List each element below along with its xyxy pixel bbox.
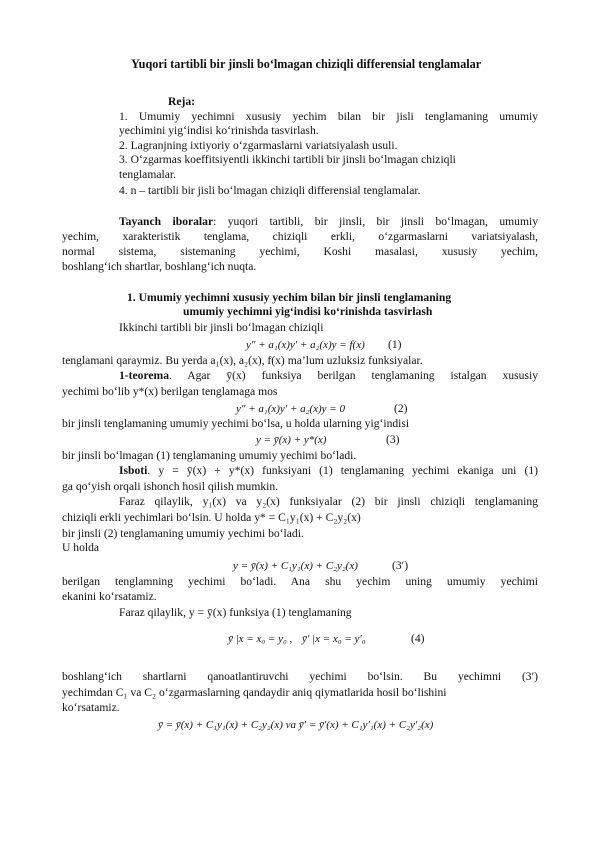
- faraz-line-2: chiziqli erkli yechimlari bo‘lsin. U holda y* = C₁y₁(x) + C₂y₂(x): [62, 511, 361, 524]
- intro-text: Ikkinchi tartibli bir jinsli bo‘lmagan chiziqli: [119, 321, 324, 334]
- isbot-line-1: Isboti. y = ȳ(x) + y*(x) funksiyani (1) tenglamaning yechimi ekaniga uni (1): [119, 464, 538, 477]
- uholda-text: U holda: [62, 541, 100, 554]
- paragraph-line: berilgan tenglamning yechimi bo‘ladi. Ana shu yechim uning umumiy yechimi: [62, 575, 538, 588]
- paragraph-line: bir jinsli bo‘lmagan (1) tenglamaning umumiy yechimi bo‘ladi.: [62, 449, 357, 462]
- paragraph-line: tenglamani qaraymiz. Bu yerda a₁(x), a₂(x), f(x) ma’lum uzluksiz funksiyalar.: [62, 354, 423, 367]
- equation-2: y″ + a₁(x)y′ + a₂(x)y = 0: [236, 403, 345, 415]
- paragraph-line: boshlang‘ich shartlarni qanoatlantiruvchi yechimi bo‘lsin. Bu yechimni (3′): [62, 670, 538, 683]
- isbot-line-2: ga qo‘yish orqali ishonch hosil qilish mumkin.: [62, 480, 279, 493]
- equation-3-number: (3): [386, 433, 400, 446]
- equation-5: ȳ = ȳ(x) + C₁y₁(x) + C₂y₂(x) va ȳ′ = ȳ′(x) + C₁y′₁(x) + C₂y′₂(x): [158, 719, 434, 731]
- reja-item: 4. n – tartibli bir jisli bo‘lmagan chiziqli differensial tenglamalar.: [119, 184, 421, 197]
- tayanch-line-4: boshlang‘ich shartlar, boshlang‘ich nuqta.: [62, 260, 257, 273]
- paragraph-line: bir jinsli tenglamaning umumiy yechimi bo‘lsa, u holda ularning yig‘indisi: [62, 417, 410, 430]
- teorema-line-1: 1-teorema. Agar ȳ(x) funksiya berilgan tenglamaning istalgan xususiy: [119, 369, 538, 382]
- equation-2-number: (2): [394, 402, 408, 415]
- faraz-line-3: bir jinsli (2) tenglamaning umumiy yechimi bo‘ladi.: [62, 527, 304, 540]
- teorema-line-2: yechimi bo‘lib y*(x) berilgan tenglamaga mos: [62, 385, 278, 398]
- tayanch-line-3: normal sistema, sistemaning yechimi, Koshi masalasi, xususiy yechim,: [62, 245, 538, 258]
- equation-4-a: ȳ |x = x₀ = y₀ ,: [228, 633, 293, 645]
- teorema-label: 1-teorema: [119, 369, 169, 382]
- equation-4-number: (4): [411, 632, 425, 645]
- paragraph-line: ekanini ko‘rsatamiz.: [62, 590, 157, 603]
- equation-3-prime: y = ȳ(x) + C₁y₁(x) + C₂y₂(x): [233, 560, 358, 572]
- paragraph-line: yechimdan C₁ va C₂ o‘zgarmaslarning qandaydir aniq qiymatlarida hosil bo‘lishini: [62, 686, 447, 699]
- faraz-line-1: Faraz qilaylik, y₁(x) va y₂(x) funksiyalar (2) bir jinsli chiziqli tenglamaning: [119, 495, 538, 508]
- reja-item: 2. Lagranjning ixtiyoriy o‘zgarmaslarni variatsiyalash usuli.: [119, 139, 398, 152]
- page-title: Yuqori tartibli bir jinsli bo‘lmagan chiziqli differensial tenglamalar: [131, 57, 482, 71]
- reja-item: 1. Umumiy yechimni xususiy yechim bilan bir jisli tenglamaning umumiy: [119, 110, 538, 123]
- equation-3-prime-number: (3′): [392, 559, 409, 572]
- equation-1-number: (1): [388, 338, 402, 351]
- equation-1: y″ + a₁(x)y′ + a₂(x)y = f(x): [246, 339, 365, 351]
- section-heading-1: 1. Umumiy yechimni xususiy yechim bilan bir jinsli tenglamaning: [127, 291, 452, 304]
- reja-heading: Reja:: [168, 95, 196, 108]
- isbot-label: Isboti: [119, 464, 148, 477]
- equation-3: y = ȳ(x) + y*(x): [256, 434, 327, 446]
- reja-item: tenglamalar.: [119, 168, 176, 181]
- tayanch-line-1: Tayanch iboralar: yuqori tartibli, bir jinsli, bir jinsli bo‘lmagan, umumiy: [119, 215, 538, 228]
- tayanch-label: Tayanch iboralar: [119, 215, 214, 228]
- reja-item: yechimini yig‘indisi ko‘rinishda tasvirlash.: [119, 124, 319, 137]
- faraz-2-text: Faraz qilaylik, y = ȳ(x) funksiya (1) tenglamaning: [119, 606, 352, 619]
- section-heading-2: umumiy yechimni yig‘indisi ko‘rinishda tasvirlash: [183, 305, 433, 318]
- paragraph-line: ko‘rsatamiz.: [62, 701, 120, 714]
- tayanch-line-2: yechim, xarakteristik tenglama, chiziqli erkli, o‘zgarmaslarni variatsiyalash,: [62, 230, 538, 243]
- reja-item: 3. O‘zgarmas koeffitsiyentli ikkinchi tartibli bir jinsli bo‘lmagan chiziqli: [119, 153, 456, 166]
- equation-4-b: ȳ′ |x = x₀ = y′₀: [302, 633, 366, 645]
